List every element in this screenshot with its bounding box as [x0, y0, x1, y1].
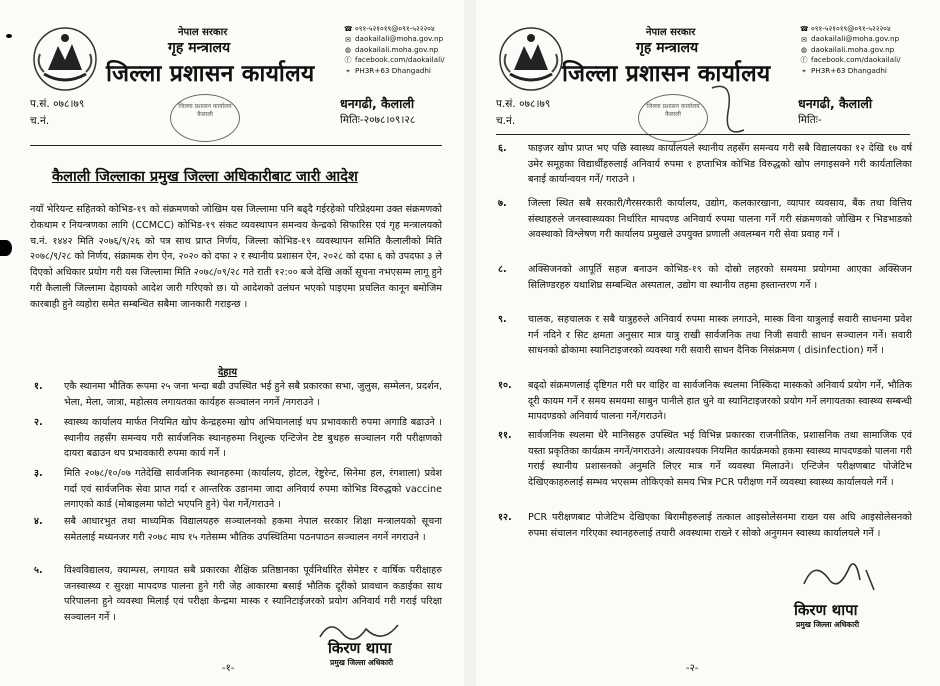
scan-speck — [6, 34, 12, 38]
location-icon: ⌖ — [346, 66, 350, 75]
globe-icon: ◍ — [800, 46, 808, 55]
contact-website: ◍ daokailali.moha.gov.np — [800, 44, 895, 55]
header-divider — [30, 145, 442, 146]
contact-facebook: ⓕ facebook.com/daokailali/ — [344, 55, 445, 65]
globe-icon: ◍ — [344, 46, 352, 55]
signatory-name: किरण थापा — [328, 639, 392, 657]
order-item: १२. PCR परीक्षणबाट पोजेटिभ देखिएका बिरामीहरुलाई तत्काल आइसोलेसनमा राख्न यस अघि आइसोलेसनको रुपमा संचालन गरिएका स्थानहरुलाई तयारी अवस्थामा राख्ने र सोको अनुगमन स्वास्थ्य कार्यालयले गर्ने । — [498, 512, 912, 539]
signatory-name: किरण थापा — [794, 601, 858, 619]
facebook-icon: ⓕ — [344, 56, 352, 65]
ministry-name: गृह मन्त्रालय — [168, 40, 231, 56]
signature-scribble — [794, 554, 894, 600]
intro-paragraph: नयाँ भेरियन्ट सहितको कोभिड-१९ को संक्रमणको जोखिम यस जिल्लामा पनि बढ्दै गईरहेको परिप्रेक्ष्यमा उक्त संक्रमणको रोकथाम र नियन्त्रणका लागि (CCMCC) कोभिड-१९ संकट व्यवस्थापन समन्वय केन्द्रको सिफारिस एवं गृह मन्त्रालयको च.नं. १४४२ मिति २०७६/९/२६ को पत्र साथ प्राप्त निर्णय, जिल्ला कोभिड-१९ व्यवस्थापन समिति कैलालीको मिति २०७८/९/२८ को निर्णय, संक्रामक रोग ऐन, २०२० को दफा २ र स्थानीय प्रशासन ऐन, २०२८ को दफा ६ को उपदफा ३ ले दिएको अधिकार प्रयोग गरी यस जिल्लामा मिति २०७८/०९/२८ गते राती १२:०० बजे देखि अर्को सूचना नभएसम्म लागू हुने गरी कैलाली जिल्लामा देहायको आदेश जारी गरिएको छ। यो आदेशको उलंघन भएको पाइएमा प्रचलित कानून बमोजिम कारबाही हुने व्यहोरा समेत सम्बन्धित सबैमा जानकारी गराइन्छ । — [30, 204, 442, 310]
date-label: मितिः- — [340, 114, 364, 126]
date-label: मितिः- — [798, 114, 822, 126]
office-location: धनगढी, कैलाली — [798, 96, 873, 111]
notice-title: कैलाली जिल्लाका प्रमुख जिल्ला अधिकारीबाट जारी आदेश — [52, 169, 358, 185]
order-item: २. स्वास्थ्य कार्यालय मार्फत नियमित खोप केन्द्रहरुमा खोप अभियानलाई थप प्रभावकारी रुपमा अगाडि बढाउने । स्थानीय तहसँग समन्वय गरी सार्वजनिक स्थानहरुमा निशुल्क एन्टिजेन टेष्ट बुथहरु सञ्चालन गरी परीक्षणको दायरा बढाउन थप प्रभावकारी रुपमा कार्य गर्ने । — [34, 417, 442, 460]
stamp-initial-scribble — [704, 78, 754, 148]
ref-number: प.सं. ०७८।७९ — [496, 98, 551, 110]
email-icon: ✉ — [345, 35, 351, 44]
contact-facebook: ⓕ facebook.com/daokailali/ — [800, 55, 901, 65]
dispatch-number: च.नं. — [496, 115, 516, 127]
email-icon: ✉ — [801, 35, 807, 44]
phone-icon: ☎ — [344, 25, 353, 34]
binder-hole — [0, 240, 12, 256]
reference-block — [30, 96, 84, 130]
ministry-name: गृह मन्त्रालय — [636, 40, 699, 56]
page-gutter — [464, 0, 476, 686]
ref-number: प.सं. ०७८।७९ — [30, 98, 85, 110]
nepal-emblem-logo — [496, 24, 566, 94]
order-item: १. एकै स्थानमा भौतिक रूपमा २५ जना भन्दा बढी उपस्थित भई हुने सबै प्रकारका सभा, जुलुस, सम्मेलन, प्रदर्शन, भेला, मेला, जात्रा, महोत्सव लगायतका कार्यहरु सञ्चालन नगर्ने /नगराउने । — [34, 381, 442, 408]
office-location: धनगढी, कैलाली — [340, 96, 415, 111]
order-item: ७. जिल्ला स्थित सबै सरकारी/गैरसरकारी कार्यालय, उद्योग, कलकारखाना, व्यापार व्यवसाय, बैंक तथा वित्तिय संस्थाहरुले जनस्वास्थ्यका निर्धारित मापदण्ड अनिवार्य रुपमा पालना गर्ने गरी संक्रमणको जोखिम र भिडभाडको अवस्थाको विश्लेषण गरी कार्यालय प्रमुखले उपयुक्त प्रणाली अवलम्बन गरी सेवा प्रवाह गर्ने । — [498, 198, 912, 241]
contact-location: ⌖ PH3R+63 Dhangadhi — [344, 66, 445, 76]
contact-email: ✉ daokailali@moha.gov.np — [801, 34, 900, 44]
contact-location: ⌖ PH3R+63 Dhangadhi — [800, 66, 901, 76]
office-name: जिल्ला प्रशासन कार्यालय — [562, 61, 771, 87]
letter-date — [798, 112, 822, 129]
facebook-icon: ⓕ — [800, 56, 808, 65]
dehaay-heading: देहाय — [218, 367, 238, 378]
office-stamp: जिल्ला प्रशासन कार्यालय कैलाली — [638, 94, 708, 142]
nepal-emblem-logo — [30, 24, 100, 94]
office-stamp: जिल्ला प्रशासन कार्यालय कैलाली — [170, 94, 240, 142]
contact-block — [344, 24, 445, 76]
phone-icon: ☎ — [800, 25, 809, 34]
header-divider — [496, 134, 910, 135]
office-name: जिल्ला प्रशासन कार्यालय — [106, 61, 315, 87]
dispatch-number: च.नं. — [30, 115, 50, 127]
order-item: ३. मिति २०७८/१०/०७ गतेदेखि सार्वजनिक स्थानहरुमा (कार्यालय, होटल, रेष्टुरेन्ट, सिनेमा हल, रंगशाला) प्रवेश गर्दा एवं सार्वजनिक सेवा प्राप्त गर्दा र आन्तरिक उडानमा जादा अनिवार्य रुपमा कोभिड विरुद्धको vaccine लगाएको कार्ड (मोबाइलमा फोटो भएपनि हुने) पेश गर्ने/गराउने । — [34, 468, 442, 511]
signatory-title: प्रमुख जिल्ला अधिकारी — [796, 620, 860, 629]
signatory-title: प्रमुख जिल्ला अधिकारी — [330, 658, 394, 667]
page-number: -१- — [222, 663, 235, 674]
order-item: १०. बढ्दो संक्रमणलाई दृष्टिगत गरी घर वाहिर वा सार्वजनिक स्थलमा निस्किदा मास्कको अनिवार्य प्रयोग गर्ने, भौतिक दूरी कायम गर्ने र समय समयमा साबुन पानीले हात धुने वा स्यानिटाइजरको प्रयोग गर्ने लगायतका स्वास्थ्य सम्बन्धी मापदण्डको अनिवार्य पालना गर्ने/गराउने। — [498, 380, 912, 423]
letter-page-2 — [476, 0, 940, 686]
order-item: ५. विश्वविद्यालय, क्याम्पस, लगायत सबै प्रकारका शैक्षिक प्रतिष्ठानका पूर्वनिर्धारित सेमेष्टर र वार्षिक परीक्षाहरु जनस्वास्थ्य र सुरक्षा मापदण्ड पालना हुने गरी जेह आकारमा बसाई भौतिक दूरीको प्रावधान कडाईका साथ परिपालना हुने व्यवस्था मिलाई एवं परीक्षा केन्द्रमा मास्क र स्यानिटाईजरको प्रयोग अनिवार्य गरी गराई परिक्षा सञ्चालन गर्ने । — [34, 565, 442, 623]
letter-page-1 — [0, 0, 464, 686]
page-number: -२- — [686, 663, 699, 674]
order-item: ४. सबै आधारभुत तथा माध्यमिक विद्यालयहरु सञ्चालनको हकमा नेपाल सरकार शिक्षा मन्त्रालयको सूचना समेतलाई मध्यनजर गरी २०७८ माघ १५ गतेसम्म भौतिक उपस्थितिमा पठनपाठन सञ्चालन नगर्ने नगराउने । — [34, 516, 442, 543]
govt-name: नेपाल सरकार — [178, 27, 228, 38]
contact-phone: ☎ ०९१-५२१०१९@०९१-५२२२०४ — [800, 24, 891, 34]
contact-block — [800, 24, 901, 76]
order-item: ११. सार्वजनिक स्थलमा धेरै मानिसहरु उपस्थित भई विभिन्न प्रकारका राजनीतिक, प्रशासनिक तथा सामाजिक एवं यस्ता प्रकृतिका कार्यक्रम नगर्ने/नगराउने। अत्यावश्यक नियमित कार्यक्रमको हकमा स्वास्थ्य मापदण्डको पालना गरी गराई स्थानीय प्रशासनको अनुमति लिएर मात्र गर्ने व्यवस्था मिलाउने। एन्टिजेन परीक्षणबाट पोजेटिभ देखिएकाहरुलाई सम्भव भएसम्म तोकिएको समय भित्र PCR परीक्षण गर्ने व्यवस्था स्वास्थ्य कार्यालयले गर्ने । — [498, 430, 912, 488]
order-item: ८. अक्सिजनको आपूर्ति सहज बनाउन कोभिड-१९ को दोस्रो लहरको समयमा प्रयोगमा आएका अक्सिजन सिलिण्डरहरु यथाशिघ्र सम्बन्धित अस्पताल, उद्योग वा स्थानीय तहमा हस्तान्तरण गर्ने । — [498, 264, 912, 291]
order-item: ९. चालक, सहचालक र सबै यात्रुहरुले अनिवार्य रुपमा मास्क लगाउने, मास्क विना यात्रुलाई सवारी साधनमा प्रवेश गर्न नदिने र सिट क्षमता अनुसार मात्र यात्रु राखी सार्वजनिक तथा निजी सवारी साधन सञ्चालन गर्ने। सवारी साधनको ढोकामा स्यानिटाइजरको व्यवस्था गरी सवारी साधन दैनिक निसंक्रमण ( disinfection) गर्ने । — [498, 314, 912, 357]
contact-email: ✉ daokailali@moha.gov.np — [345, 34, 444, 44]
location-icon: ⌖ — [802, 66, 806, 75]
order-item: ६. फाइजर खोप प्राप्त भए पछि स्वास्थ्य कार्यालयले स्थानीय तहसँग समन्वय गरी सबै विद्यालयका १२ देखि १७ वर्ष उमेर समूहका विद्यार्थीहरुलाई अनिवार्य रुपमा १ हप्ताभित्र कोभिड विरुद्धको खोप लगाइसक्ने गरी कार्यतालिका बनाई कार्यान्वयन गर्ने/ गराउने । — [498, 143, 912, 186]
govt-name: नेपाल सरकार — [646, 27, 696, 38]
contact-website: ◍ daokailali.moha.gov.np — [344, 44, 439, 55]
letter-date — [340, 112, 415, 129]
contact-phone: ☎ ०९१-५२१०१९@०९१-५२२२०४ — [344, 24, 435, 34]
date-value: २०७८।०९।२८ — [363, 114, 416, 126]
reference-block — [496, 96, 550, 130]
